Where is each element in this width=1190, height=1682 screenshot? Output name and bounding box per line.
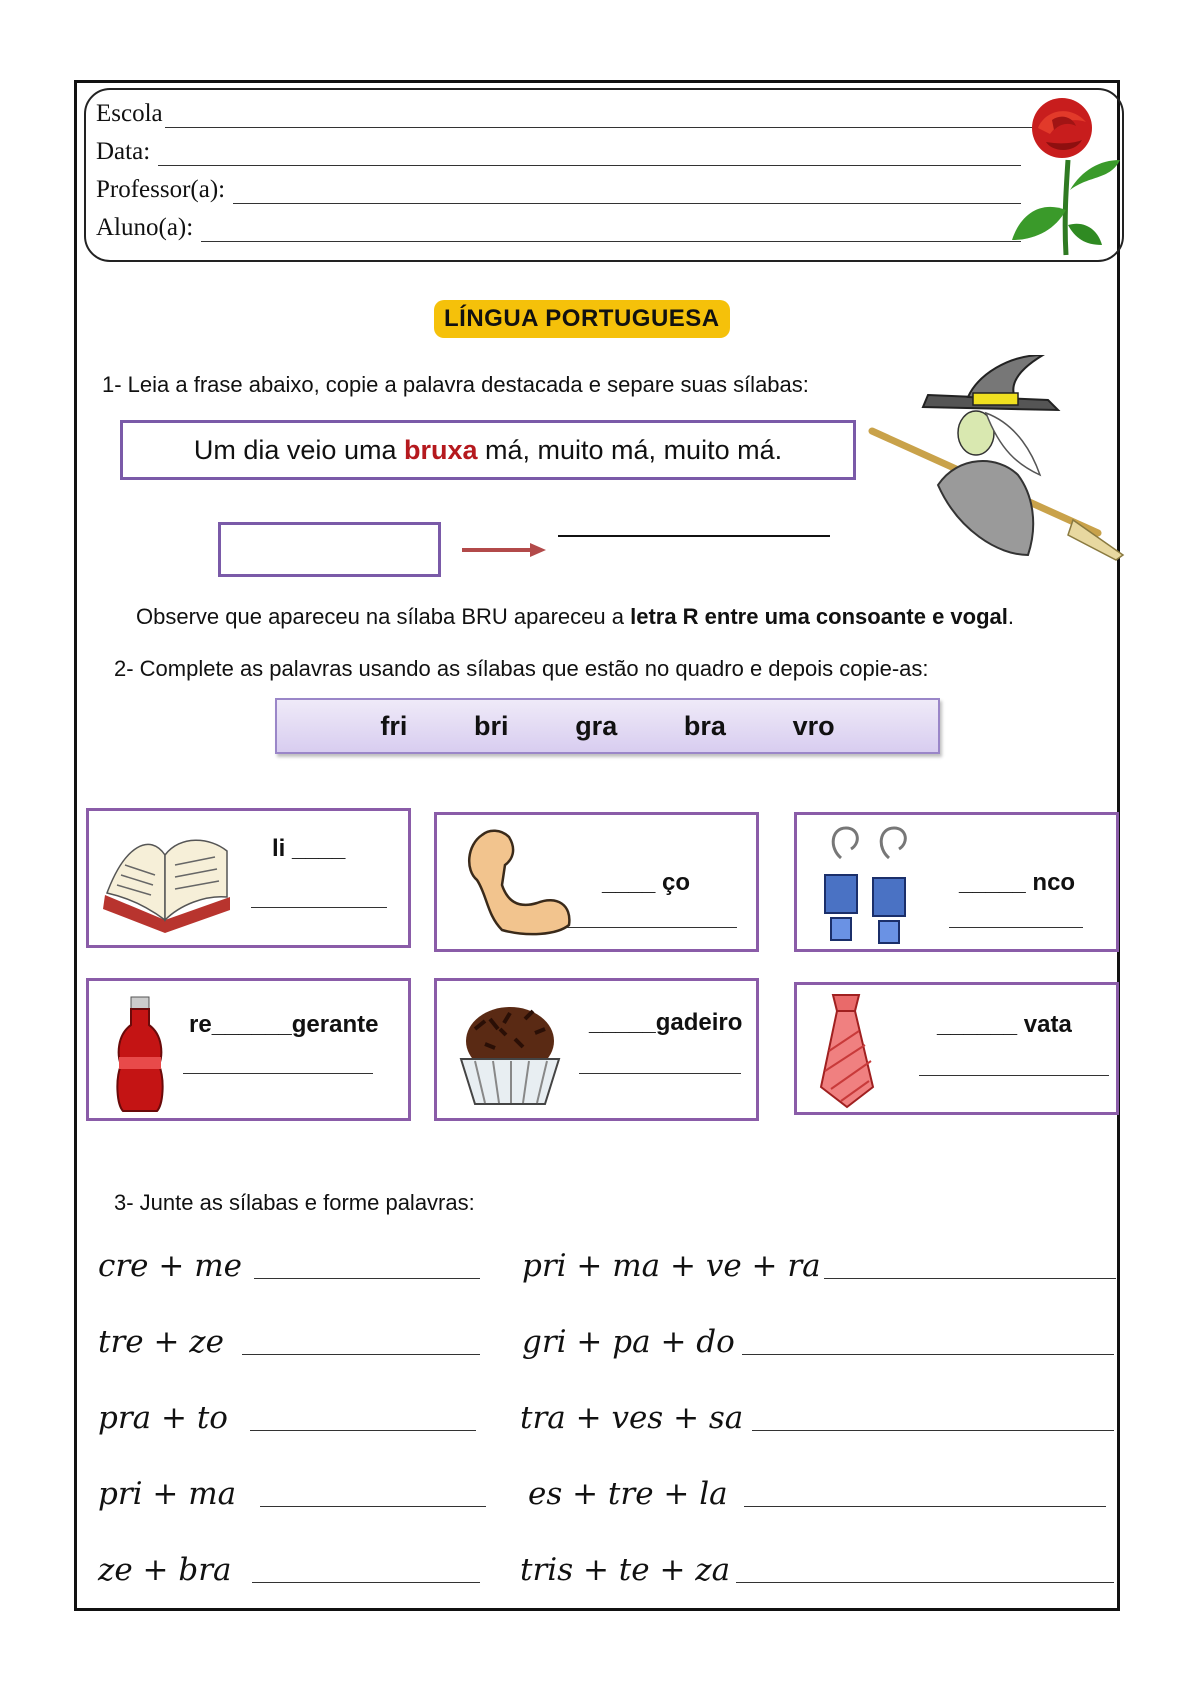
syllable: bra [683, 710, 726, 741]
join-syllables-left: pra + to [98, 1400, 228, 1436]
card-word: _____ nco [959, 869, 1076, 896]
join-syllables-right: tris + te + za [520, 1552, 731, 1588]
join-syllables-right: gri + pa + do [522, 1324, 735, 1360]
q2-prompt: 2- Complete as palavras usando as sílabas que estão no quadro e depois copie-as: [114, 656, 929, 681]
arm-icon [457, 825, 577, 945]
copy-line[interactable] [919, 1075, 1109, 1076]
card-word: _____gadeiro [589, 1009, 743, 1036]
syllable: bri [474, 710, 509, 741]
q1-prompt: 1- Leia a frase abaixo, copie a palavra destacada e separe suas sílabas: [102, 372, 809, 397]
q3-prompt: 3- Junte as sílabas e forme palavras: [114, 1190, 475, 1215]
card-word: ______ vata [937, 1011, 1072, 1038]
answer-line[interactable] [260, 1506, 486, 1507]
soda-bottle-icon [111, 995, 171, 1115]
syllable: fri [380, 710, 408, 741]
join-syllables-right: tra + ves + sa [520, 1400, 744, 1436]
answer-line[interactable] [824, 1278, 1116, 1279]
card-brigadeiro [434, 978, 759, 1121]
card-refrigerante [86, 978, 411, 1121]
answer-line[interactable] [744, 1506, 1106, 1507]
card-gravata [794, 982, 1119, 1115]
join-syllables-left: tre + ze [98, 1324, 224, 1360]
join-syllables-left: pri + ma [98, 1476, 237, 1512]
subject-title: LÍNGUA PORTUGUESA [434, 300, 730, 338]
answer-line[interactable] [252, 1582, 480, 1583]
syllable-answer-line[interactable] [558, 535, 830, 537]
card-word: ____ ço [602, 869, 691, 896]
join-syllables-right: es + tre + la [528, 1476, 728, 1512]
join-syllables-left: ze + bra [98, 1552, 232, 1588]
rose-icon [990, 90, 1130, 260]
book-icon [95, 825, 235, 935]
q1-observe: Observe que apareceu na sílaba BRU apareceu a letra R entre uma consoante e vogal. [136, 604, 1014, 629]
syllable-box [275, 698, 940, 754]
card-word: re______gerante [189, 1011, 379, 1038]
highlighted-word: bruxa [403, 435, 478, 465]
sentence-box: Um dia veio uma bruxa má, muito má, muito má. [120, 420, 856, 480]
join-syllables-left: cre + me [98, 1248, 242, 1284]
answer-line[interactable] [254, 1278, 480, 1279]
subject-title-wrap [434, 300, 730, 338]
answer-line[interactable] [752, 1430, 1114, 1431]
answer-line[interactable] [736, 1582, 1114, 1583]
arrow-right-icon [460, 540, 550, 560]
join-syllables-right: pri + ma + ve + ra [522, 1248, 821, 1284]
copy-line[interactable] [949, 927, 1083, 928]
school-field: Escola [96, 100, 1036, 128]
copy-line[interactable] [251, 907, 387, 908]
tie-icon [811, 991, 881, 1111]
copy-line[interactable] [183, 1073, 373, 1074]
witch-icon [868, 355, 1128, 575]
syllable: vro [792, 710, 835, 741]
student-field: Aluno(a): [96, 214, 1021, 242]
date-field: Data: [96, 138, 1021, 166]
card-livro [86, 808, 411, 948]
answer-line[interactable] [742, 1354, 1114, 1355]
card-word: li ____ [272, 835, 346, 862]
syllable: gra [575, 710, 618, 741]
answer-box[interactable] [218, 522, 441, 577]
card-brinco [794, 812, 1119, 952]
card-braco [434, 812, 759, 952]
copy-line[interactable] [579, 1073, 741, 1074]
answer-line[interactable] [242, 1354, 480, 1355]
teacher-field: Professor(a): [96, 176, 1021, 204]
copy-line[interactable] [567, 927, 737, 928]
earrings-icon [811, 823, 921, 949]
answer-line[interactable] [250, 1430, 476, 1431]
brigadeiro-icon [455, 999, 565, 1109]
